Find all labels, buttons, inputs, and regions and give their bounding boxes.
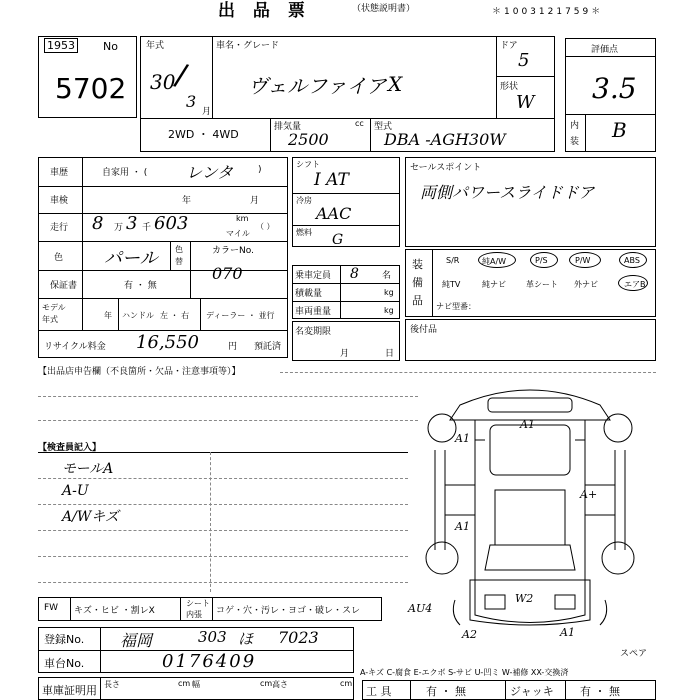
sales-point-value: 両側パワースライドドア: [420, 183, 595, 202]
equip-ext-navi: 外ナビ: [574, 280, 598, 289]
history-label: 車歴: [50, 168, 69, 178]
car-grade: X: [388, 72, 403, 96]
displacement-label: 排気量: [274, 122, 302, 132]
mileage-sen: 千: [142, 223, 152, 233]
spare-label: スペア: [620, 649, 648, 659]
fw-label: FW: [44, 603, 59, 613]
interior-value: B: [612, 118, 627, 142]
equip-alloy: 純A/W: [482, 257, 507, 266]
fuel-value: G: [332, 232, 344, 248]
equipment-label-3: 品: [412, 294, 423, 307]
spec-left-box: [38, 157, 288, 358]
recycle-unit: 円: [228, 342, 238, 352]
history-value: レンタ: [186, 163, 233, 182]
lot-no-label: No: [103, 40, 118, 53]
year-label: 年式: [146, 41, 165, 51]
capacity-unit: 名: [382, 271, 392, 281]
cert-width-unit: cm: [260, 679, 273, 688]
diagram-mark-5: W2: [515, 592, 534, 605]
car-condition-diagram: [400, 380, 660, 650]
registration-place: 福岡: [120, 631, 153, 650]
shift-value: I AT: [314, 170, 349, 190]
interior-label-1: 内: [570, 121, 580, 131]
diagram-mark-8: AU4: [408, 602, 433, 615]
handle-label: ハンドル: [122, 311, 154, 320]
sales-point-label: セールスポイント: [410, 163, 482, 173]
car-name-label: 車名・グレード: [216, 41, 280, 51]
cert-height: 高さ: [272, 680, 288, 689]
shape-label: 形状: [500, 82, 519, 92]
mileage-km: km: [236, 214, 249, 223]
door-value: 5: [518, 50, 530, 71]
registration-num2: 7023: [278, 628, 319, 647]
mileage-units: 603: [154, 213, 189, 234]
equip-navi: 純ナビ: [482, 280, 506, 289]
aircon-label: 冷房: [296, 196, 312, 205]
color-label: 色: [54, 253, 64, 263]
interior-label-2: 装: [570, 137, 580, 147]
recycle-note: 預託済: [254, 342, 282, 352]
door-label: ドア: [500, 41, 518, 51]
mileage-label: 走行: [50, 223, 69, 233]
fw-seat-label: シート: [186, 599, 210, 608]
fw-seat-sub: 内張: [186, 610, 202, 619]
mileage-mile: マイル: [226, 229, 250, 238]
diagram-mark-1: A1: [520, 418, 535, 431]
garage-cert-label: 車庫証明用: [42, 684, 97, 697]
inspection-label: 車検: [50, 196, 69, 206]
jack-value: 有 ・ 無: [580, 685, 620, 698]
year-value: 30: [150, 70, 176, 94]
warranty-label: 保証書: [50, 281, 78, 291]
weight-label: 車両重量: [295, 307, 332, 317]
tools-label: 工 具: [366, 685, 392, 698]
equip-sr: S/R: [446, 256, 460, 265]
equip-ps: P/S: [535, 256, 548, 265]
warranty-value: 有 ・ 無: [124, 281, 157, 291]
inspector-header: 【検査員記入】: [38, 443, 102, 453]
score-value: 3.5: [592, 72, 637, 105]
chassis-label: 車台No.: [44, 657, 85, 670]
inspection-year: 年: [182, 196, 192, 206]
post-install-label: 後付品: [410, 325, 438, 335]
aircon-value: AAC: [316, 204, 352, 223]
post-install-box: [405, 319, 656, 361]
history-options: 自家用 ・ (: [102, 168, 148, 178]
color-code-label: カラーNo.: [212, 246, 254, 256]
registration-label: 登録No.: [44, 633, 85, 646]
diagram-mark-6: A1: [560, 626, 575, 639]
color-change-2: 替: [175, 257, 183, 266]
capacity-label: 乗車定員: [295, 271, 332, 281]
fw-items: キズ・ヒビ ・割レX: [74, 606, 155, 616]
equip-leather: 革シート: [526, 280, 558, 289]
model-year-label-1: モデル: [42, 303, 66, 312]
capacity-value: 8: [350, 266, 359, 282]
mileage-1k: 3: [126, 213, 138, 234]
equipment-label-2: 備: [412, 276, 423, 289]
serial-number: ＊1003121759＊: [492, 7, 604, 17]
dealer-label: ディーラー ・ 並行: [206, 311, 275, 320]
mileage-man: 万: [114, 223, 124, 233]
diagram-mark-2: A1: [455, 432, 470, 445]
model-value: DBA -AGH30W: [384, 130, 506, 149]
form-subtitle: （状態説明書）: [352, 4, 416, 14]
name-change-month: 月: [340, 349, 350, 359]
diagram-mark-4: A1: [455, 520, 470, 533]
inspector-note-1: モールA: [62, 461, 114, 477]
color-change-1: 色: [175, 245, 183, 254]
displacement-unit: cc: [355, 119, 364, 128]
equip-abs: ABS: [624, 256, 640, 265]
shape-value: W: [516, 92, 535, 113]
history-close: ): [258, 165, 262, 175]
handle-value: 左 ・ 右: [160, 311, 190, 320]
lot-year: 1953: [44, 38, 78, 53]
lot-number: 5702: [55, 72, 127, 105]
shift-label: シフト: [296, 160, 320, 169]
jack-label: ジャッキ: [510, 685, 554, 698]
registration-kana: ほ: [238, 630, 254, 648]
navi-model-label: ナビ型番：: [436, 302, 476, 311]
cert-length-unit: cm: [178, 679, 191, 688]
year-slash: /: [171, 57, 191, 94]
inspector-note-2: A-U: [62, 483, 89, 499]
recycle-label: リサイクル料金: [44, 342, 106, 352]
cert-length: 長さ: [104, 680, 120, 689]
color-code: 070: [212, 264, 243, 283]
equip-pw: P/W: [575, 256, 591, 265]
recycle-value: 16,550: [136, 332, 199, 353]
mileage-paren: （ ）: [256, 222, 275, 231]
color-value: パール: [104, 248, 158, 269]
drive-label: 2WD ・ 4WD: [168, 128, 239, 141]
weight-unit: kg: [384, 306, 394, 315]
cert-width: 幅: [192, 680, 200, 689]
inspector-note-3: A/Wキズ: [62, 509, 119, 525]
equipment-label-1: 装: [412, 258, 423, 271]
model-label: 型式: [374, 122, 393, 132]
fw-items-2: コゲ・穴・汚レ・ヨゴ・破レ・スレ: [216, 606, 361, 616]
mileage-10k: 8: [92, 213, 104, 234]
displacement-value: 2500: [288, 130, 329, 149]
registration-num1: 303: [198, 628, 227, 646]
cert-height-unit: cm: [340, 679, 353, 688]
score-label: 評価点: [591, 45, 619, 55]
model-year-unit: 年: [104, 311, 112, 320]
car-name: ヴェルファイア: [248, 74, 387, 98]
equip-airbag: エアB: [624, 280, 646, 289]
form-title: 出 品 票: [218, 1, 311, 21]
name-change-label: 名変期限: [295, 327, 332, 337]
damage-legend: A-キズ C-腐食 E-エクボ S-サビ U-凹ミ W-補修 XX-交換済: [360, 668, 569, 677]
notes-header: 【出品店申告欄（不良箇所・欠品・注意事項等）】: [38, 367, 241, 377]
tools-value: 有 ・ 無: [426, 685, 466, 698]
inspection-month: 月: [250, 196, 260, 206]
diagram-mark-3: A+: [580, 488, 598, 501]
chassis-value: 0176409: [162, 651, 257, 672]
name-change-day: 日: [385, 349, 395, 359]
fuel-label: 燃料: [296, 228, 312, 237]
diagram-mark-7: A2: [462, 628, 477, 641]
load-unit: kg: [384, 288, 394, 297]
equip-tv: 純TV: [442, 280, 461, 289]
model-year-label-2: 年式: [42, 315, 58, 324]
month-unit: 月: [202, 107, 212, 117]
load-label: 積載量: [295, 289, 323, 299]
month-value: 3: [186, 92, 197, 111]
